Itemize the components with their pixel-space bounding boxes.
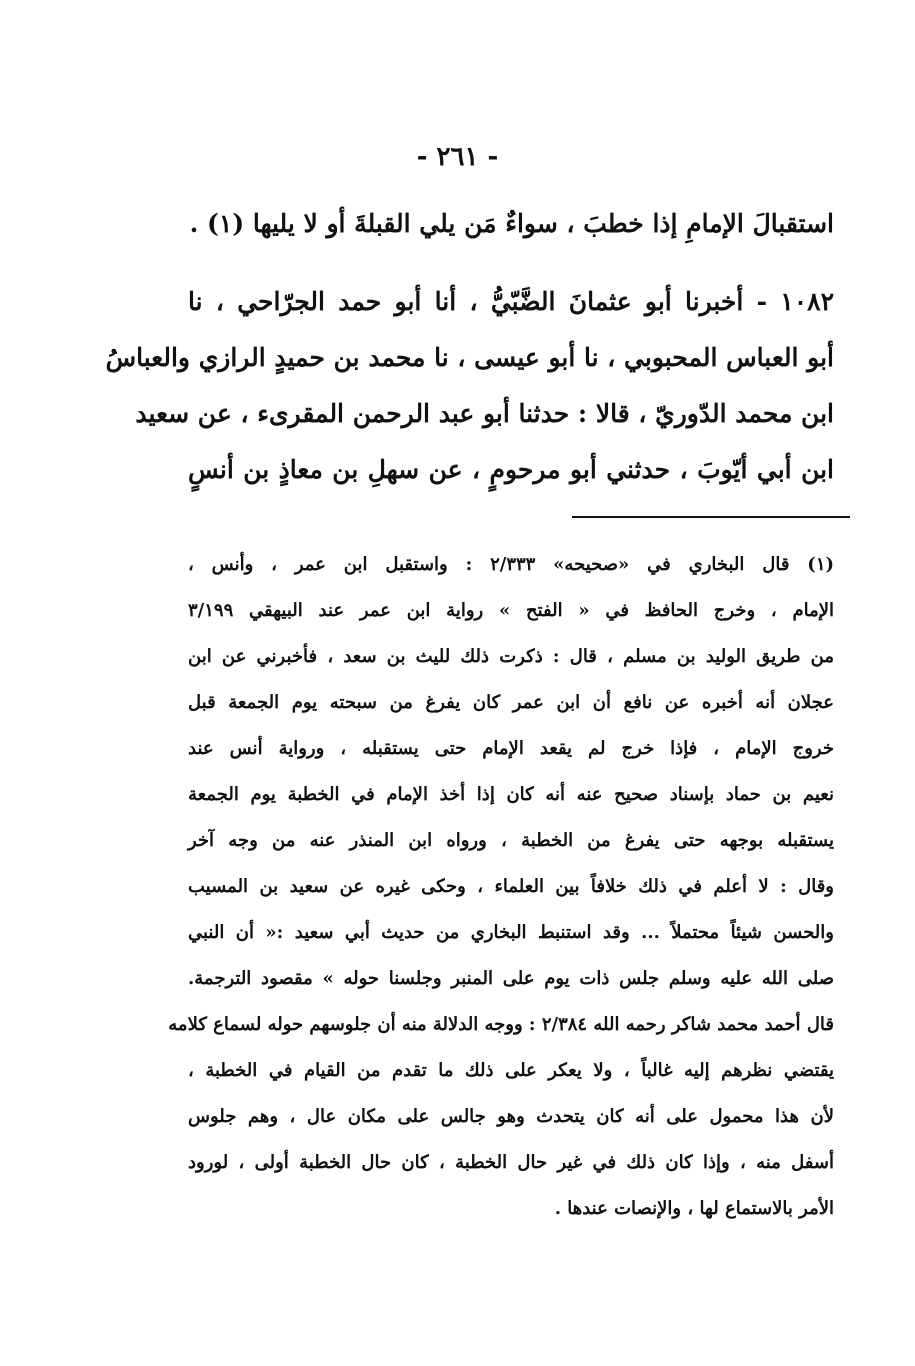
main-text-line: ابن أبي أيّوبَ ، حدثني أبو مرحومٍ ، عن سهلِ بن معاذٍ بن أنسٍ [188,455,834,484]
footnote-line: الإمام ، وخرج الحافظ في « الفتح » رواية ابن عمر عند البيهقي ٣/١٩٩ [188,600,834,621]
footnote-line: قال أحمد محمد شاكر رحمه الله ٢/٣٨٤ : ووجه الدلالة منه أن جلوسهم حوله لسماع كلامه [168,1014,834,1035]
footnote-line: نعيم بن حماد بإسناد صحيح عنه أنه كان إذا أخذ الإمام في الخطبة يوم الجمعة [188,784,834,805]
footnote-line: عجلان أنه أخبره عن نافع أن ابن عمر كان يفرغ من سبحته يوم الجمعة قبل [188,692,834,713]
footnote-line: خروج الإمام ، فإذا خرج لم يقعد الإمام حتى يستقبله ، ورواية أنس عند [188,738,834,759]
paragraph-gap [188,252,834,274]
footnote-line: لأن هذا محمول على أنه كان يتحدث وهو جالس على مكان عال ، وهم جلوس [188,1106,834,1127]
footnote-line: صلى الله عليه وسلم جلس ذات يوم على المنبر وجلسنا حوله » مقصود الترجمة. [188,968,834,989]
main-text-line: ١٠٨٢ - أخبرنا أبو عثمانَ الضَّبّيُّ ، أنا أبو حمد الجرّاحي ، نا [188,287,834,316]
footnote-line: (١) قال البخاري في «صحيحه» ٢/٣٣٣ : واستقبل ابن عمر ، وأنس ، [188,554,835,575]
footnote-line: يقتضي نظرهم إليه غالباً ، ولا يعكر على ذلك ما تقدم من القيام في الخطبة ، [188,1060,834,1081]
main-text-line: أبو العباس المحبوبي ، نا أبو عيسى ، نا محمد بن حميدٍ الرازي والعباسُ [105,343,834,372]
main-text-line: استقبالَ الإمامِ إذا خطبَ ، سواءٌ مَن يلي القبلةَ أو لا يليها (١) . [189,209,834,238]
footnote-separator [572,516,850,518]
footnote-line: يستقبله بوجهه حتى يفرغ من الخطبة ، ورواه ابن المنذر عنه من وجه آخر [188,830,834,851]
footnote-line: وقال : لا أعلم في ذلك خلافاً بين العلماء ، وحكى غيره عن سعيد بن المسيب [188,876,834,897]
page-number: - ٢٦١ - [416,142,499,172]
main-text-line: ابن محمد الدّوريّ ، قالا : حدثنا أبو عبد الرحمن المقرىء ، عن سعيد [135,399,834,428]
footnote-line: الأمر بالاستماع لها ، والإنصات عندها . [554,1198,834,1219]
main-text [105,196,834,498]
footnote-line: أسفل منه ، وإذا كان ذلك في غير حال الخطبة ، كان حال الخطبة أولى ، لورود [188,1152,834,1173]
footnote-line: من طريق الوليد بن مسلم ، قال : ذكرت ذلك لليث بن سعد ، فأخبرني عن ابن [188,646,834,667]
footnotes [168,542,835,1232]
footnote-line: والحسن شيئاً محتملاً ... وقد استنبط البخاري من حديث أبي سعيد :« أن النبي [188,922,834,943]
